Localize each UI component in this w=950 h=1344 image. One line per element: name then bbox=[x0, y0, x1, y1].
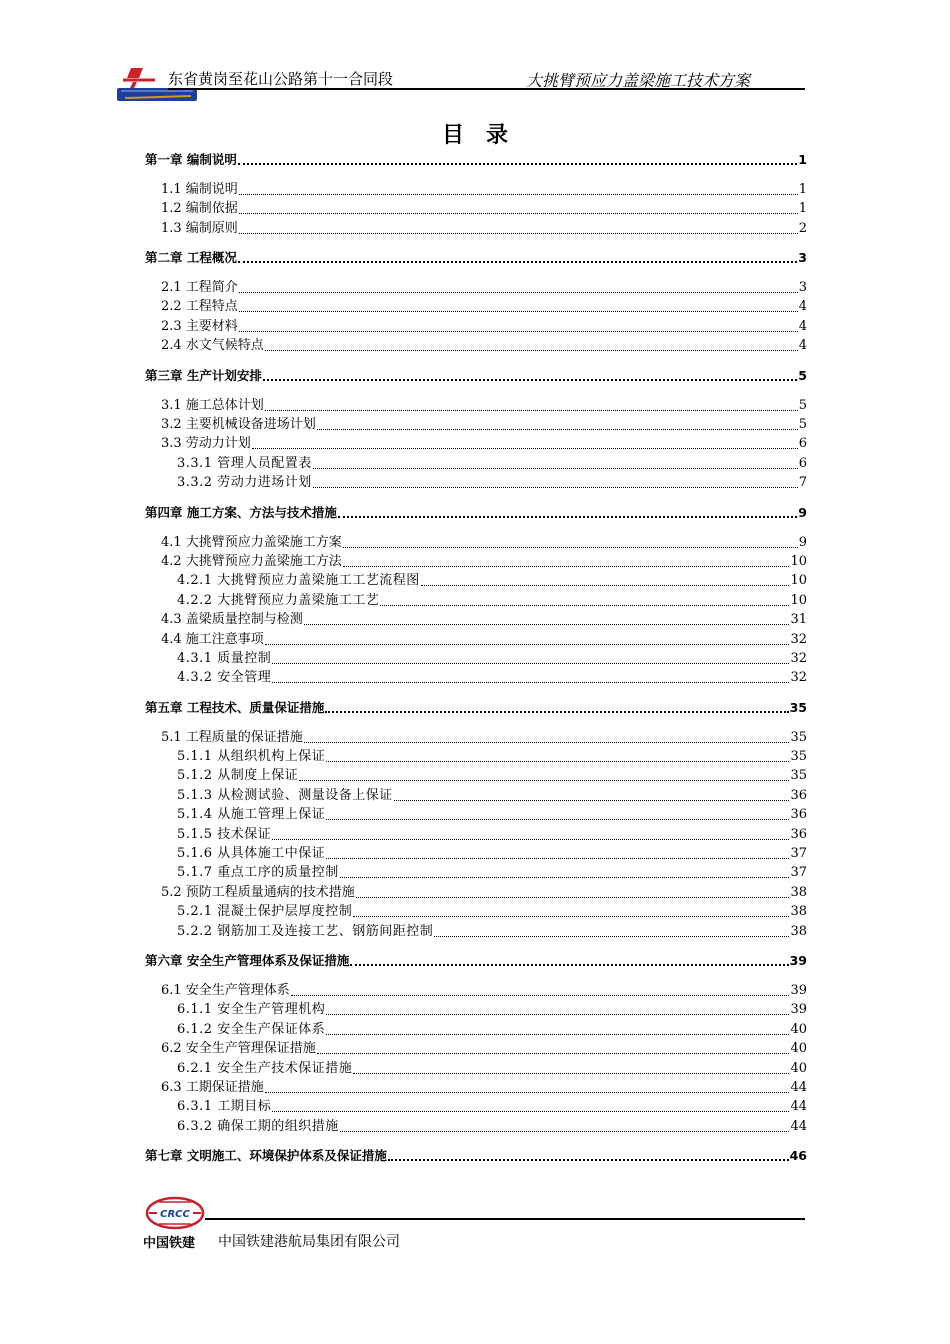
toc-leader-dots bbox=[353, 1060, 789, 1074]
toc-chapter-entry[interactable] bbox=[145, 1146, 807, 1165]
toc-section-entry[interactable] bbox=[145, 863, 807, 882]
toc-entry-page: 3 bbox=[798, 280, 807, 296]
toc-entry-page: 35 bbox=[789, 699, 807, 715]
toc-section-entry[interactable] bbox=[145, 590, 807, 609]
toc-section-entry[interactable] bbox=[145, 747, 807, 766]
toc-leader-dots bbox=[272, 826, 789, 840]
toc-entry-label: 5.1.2 从制度上保证 bbox=[177, 768, 299, 784]
toc-section-entry[interactable] bbox=[145, 844, 807, 863]
toc-entry-label: 4.3.2 安全管理 bbox=[177, 670, 272, 686]
toc-entry-label: 1.1 编制说明 bbox=[161, 181, 238, 197]
toc-leader-dots bbox=[317, 416, 798, 430]
toc-leader-dots bbox=[388, 1146, 789, 1161]
toc-section-entry[interactable] bbox=[145, 571, 807, 590]
toc-entry-label: 5.1.7 重点工序的质量控制 bbox=[177, 865, 339, 881]
toc-leader-dots bbox=[239, 200, 798, 214]
toc-entry-label: 6.3.1 工期目标 bbox=[177, 1099, 272, 1115]
toc-entry-label: 6.3.2 确保工期的组织措施 bbox=[177, 1118, 339, 1134]
toc-leader-dots bbox=[265, 397, 798, 411]
toc-entry-page: 36 bbox=[790, 787, 807, 803]
toc-entry-label: 4.2.2 大挑臂预应力盖梁施工工艺 bbox=[177, 592, 380, 608]
toc-entry-page: 10 bbox=[790, 592, 807, 608]
page-title: 目录 bbox=[441, 123, 530, 148]
toc-leader-dots bbox=[317, 1040, 790, 1054]
toc-chapter-entry[interactable] bbox=[145, 366, 807, 385]
toc-entry-label: 5.1.6 从具体施工中保证 bbox=[177, 846, 326, 862]
toc-entry-label: 5.1.1 从组织机构上保证 bbox=[177, 749, 326, 765]
toc-section-entry[interactable] bbox=[145, 473, 807, 492]
toc-section-entry[interactable] bbox=[145, 766, 807, 785]
table-of-contents bbox=[145, 150, 807, 1176]
toc-section-entry[interactable] bbox=[145, 824, 807, 843]
toc-leader-dots bbox=[353, 903, 789, 917]
toc-entry-page: 32 bbox=[790, 631, 807, 647]
toc-leader-dots bbox=[326, 806, 789, 820]
toc-leader-dots bbox=[272, 669, 789, 683]
toc-leader-dots bbox=[338, 503, 797, 518]
toc-entry-page: 39 bbox=[790, 983, 807, 998]
toc-entry-label: 5.2.1 混凝土保护层厚度控制 bbox=[177, 904, 353, 920]
toc-leader-dots bbox=[239, 318, 798, 332]
toc-leader-dots bbox=[326, 748, 789, 762]
toc-entry-label: 4.2.1 大挑臂预应力盖梁施工工艺流程图 bbox=[177, 573, 420, 589]
toc-entry-label: 3.3.2 劳动力进场计划 bbox=[177, 475, 312, 491]
toc-section-entry[interactable] bbox=[145, 629, 807, 648]
toc-entry-label: 4.2 大挑臂预应力盖梁施工方法 bbox=[161, 553, 342, 569]
toc-entry-page: 36 bbox=[790, 807, 807, 823]
toc-entry-page: 5 bbox=[798, 417, 807, 433]
toc-section-entry[interactable] bbox=[145, 278, 807, 297]
toc-leader-dots bbox=[265, 1079, 790, 1093]
footer-brand: 中国铁建 bbox=[143, 1236, 196, 1251]
toc-entry-label: 2.3 主要材料 bbox=[161, 318, 238, 334]
toc-section-entry[interactable] bbox=[145, 297, 807, 316]
toc-section-entry[interactable] bbox=[145, 649, 807, 668]
toc-entry-label: 第六章 安全生产管理体系及保证措施 bbox=[145, 953, 350, 969]
toc-leader-dots bbox=[340, 1118, 790, 1132]
toc-section-entry[interactable] bbox=[145, 316, 807, 335]
toc-section-entry[interactable] bbox=[145, 199, 807, 218]
toc-entry-label: 3.1 施工总体计划 bbox=[161, 397, 264, 413]
toc-entry-page: 37 bbox=[790, 846, 807, 862]
toc-section-entry[interactable] bbox=[145, 610, 807, 629]
svg-text:CRCC: CRCC bbox=[160, 1209, 190, 1220]
toc-chapter-entry[interactable] bbox=[145, 698, 807, 717]
toc-entry-page: 4 bbox=[798, 318, 807, 334]
toc-leader-dots bbox=[325, 698, 788, 713]
toc-entry-page: 6 bbox=[798, 455, 807, 471]
header-project-name: 东省黄岗至花山公路第十一合同段 bbox=[168, 70, 394, 88]
toc-leader-dots bbox=[252, 435, 798, 449]
toc-leader-dots bbox=[299, 767, 789, 781]
toc-entry-label: 4.4 施工注意事项 bbox=[161, 631, 264, 647]
toc-entry-page: 10 bbox=[790, 573, 807, 589]
toc-entry-label: 第五章 工程技术、质量保证措施 bbox=[145, 699, 325, 715]
toc-entry-page: 10 bbox=[790, 553, 807, 569]
toc-entry-page: 35 bbox=[790, 749, 807, 765]
toc-entry-page: 5 bbox=[798, 397, 807, 413]
toc-section-entry[interactable] bbox=[145, 1116, 807, 1135]
toc-entry-page: 40 bbox=[790, 1060, 807, 1076]
toc-entry-page: 38 bbox=[790, 923, 807, 939]
toc-section-entry[interactable] bbox=[145, 395, 807, 414]
toc-section-entry[interactable] bbox=[145, 981, 807, 1000]
toc-section-entry[interactable] bbox=[145, 785, 807, 804]
toc-chapter-entry[interactable] bbox=[145, 248, 807, 267]
toc-entry-page: 6 bbox=[798, 436, 807, 452]
toc-leader-dots bbox=[343, 553, 790, 567]
toc-chapter-entry[interactable] bbox=[145, 951, 807, 970]
toc-entry-label: 6.1.1 安全生产管理机构 bbox=[177, 1002, 326, 1018]
toc-leader-dots bbox=[291, 982, 790, 996]
toc-section-entry[interactable] bbox=[145, 1039, 807, 1058]
toc-entry-page: 4 bbox=[798, 338, 807, 354]
toc-leader-dots bbox=[239, 298, 798, 312]
toc-leader-dots bbox=[313, 455, 798, 469]
toc-entry-page: 1 bbox=[798, 181, 807, 197]
toc-leader-dots bbox=[272, 1098, 789, 1112]
toc-leader-dots bbox=[326, 1001, 789, 1015]
toc-entry-label: 第二章 工程概况 bbox=[145, 250, 237, 266]
toc-section-entry[interactable] bbox=[145, 434, 807, 453]
toc-entry-page: 2 bbox=[798, 220, 807, 236]
toc-entry-page: 4 bbox=[798, 299, 807, 315]
toc-leader-dots bbox=[265, 631, 790, 645]
toc-entry-label: 第七章 文明施工、环境保护体系及保证措施 bbox=[145, 1148, 387, 1164]
toc-leader-dots bbox=[326, 845, 789, 859]
toc-entry-page: 39 bbox=[790, 1002, 807, 1018]
footer-company-name: 中国铁建港航局集团有限公司 bbox=[218, 1234, 400, 1250]
toc-section-entry[interactable] bbox=[145, 668, 807, 687]
toc-leader-dots bbox=[343, 534, 798, 548]
toc-leader-dots bbox=[356, 884, 790, 898]
toc-entry-label: 第三章 生产计划安排 bbox=[145, 367, 262, 383]
toc-entry-label: 4.1 大挑臂预应力盖梁施工方案 bbox=[161, 534, 342, 550]
toc-entry-page: 44 bbox=[790, 1079, 807, 1095]
toc-entry-label: 3.3 劳动力计划 bbox=[161, 436, 251, 452]
toc-entry-page: 31 bbox=[790, 612, 807, 628]
toc-entry-label: 6.1.2 安全生产保证体系 bbox=[177, 1021, 326, 1037]
toc-leader-dots bbox=[238, 248, 797, 263]
toc-entry-page: 40 bbox=[790, 1021, 807, 1037]
toc-entry-label: 2.2 工程特点 bbox=[161, 299, 238, 315]
toc-section-entry[interactable] bbox=[145, 532, 807, 551]
toc-section-entry[interactable] bbox=[145, 218, 807, 237]
toc-entry-page: 39 bbox=[789, 953, 807, 969]
toc-entry-page: 1 bbox=[798, 201, 807, 217]
toc-chapter-entry[interactable] bbox=[145, 503, 807, 522]
crcc-logo-icon bbox=[145, 1196, 205, 1230]
toc-leader-dots bbox=[239, 279, 798, 293]
toc-entry-label: 2.1 工程简介 bbox=[161, 280, 238, 296]
toc-leader-dots bbox=[421, 572, 790, 586]
toc-entry-page: 46 bbox=[789, 1148, 807, 1164]
toc-section-entry[interactable] bbox=[145, 1078, 807, 1097]
toc-section-entry[interactable] bbox=[145, 1000, 807, 1019]
toc-section-entry[interactable] bbox=[145, 805, 807, 824]
toc-entry-label: 5.2.2 钢筋加工及连接工艺、钢筋间距控制 bbox=[177, 923, 434, 939]
toc-entry-page: 9 bbox=[798, 504, 807, 520]
toc-section-entry[interactable] bbox=[145, 902, 807, 921]
toc-leader-dots bbox=[239, 181, 798, 195]
toc-entry-label: 5.1.5 技术保证 bbox=[177, 826, 272, 842]
toc-entry-label: 6.2.1 安全生产技术保证措施 bbox=[177, 1060, 353, 1076]
toc-entry-page: 5 bbox=[798, 367, 807, 383]
footer-divider bbox=[205, 1218, 805, 1220]
page-header bbox=[113, 62, 805, 102]
toc-entry-page: 35 bbox=[790, 729, 807, 745]
toc-chapter-entry[interactable] bbox=[145, 150, 807, 169]
toc-leader-dots bbox=[265, 337, 798, 351]
toc-entry-page: 32 bbox=[790, 650, 807, 666]
toc-section-entry[interactable] bbox=[145, 453, 807, 472]
toc-entry-label: 3.3.1 管理人员配置表 bbox=[177, 455, 312, 471]
toc-leader-dots bbox=[272, 650, 789, 664]
toc-leader-dots bbox=[380, 592, 789, 606]
toc-leader-dots bbox=[304, 611, 790, 625]
toc-entry-page: 1 bbox=[798, 152, 807, 167]
toc-entry-page: 3 bbox=[798, 250, 807, 266]
toc-leader-dots bbox=[304, 729, 790, 743]
toc-entry-label: 6.1 安全生产管理体系 bbox=[161, 983, 290, 998]
toc-entry-label: 5.1.4 从施工管理上保证 bbox=[177, 807, 326, 823]
header-document-title: 大挑臂预应力盖梁施工技术方案 bbox=[525, 71, 750, 90]
toc-entry-label: 第四章 施工方案、方法与技术措施 bbox=[145, 504, 337, 520]
toc-entry-label: 3.2 主要机械设备进场计划 bbox=[161, 417, 316, 433]
toc-entry-label: 5.1 工程质量的保证措施 bbox=[161, 729, 303, 745]
toc-entry-page: 38 bbox=[790, 904, 807, 920]
toc-entry-label: 1.2 编制依据 bbox=[161, 201, 238, 217]
toc-entry-page: 7 bbox=[798, 475, 807, 491]
header-divider bbox=[168, 88, 805, 90]
toc-entry-label: 2.4 水文气候特点 bbox=[161, 338, 264, 354]
toc-entry-label: 4.3.1 质量控制 bbox=[177, 650, 272, 666]
toc-entry-label: 5.2 预防工程质量通病的技术措施 bbox=[161, 884, 355, 900]
toc-section-entry[interactable] bbox=[145, 882, 807, 901]
toc-leader-dots bbox=[313, 474, 798, 488]
toc-leader-dots bbox=[263, 366, 797, 381]
toc-leader-dots bbox=[326, 1021, 789, 1035]
toc-entry-label: 1.3 编制原则 bbox=[161, 220, 238, 236]
toc-entry-page: 38 bbox=[790, 884, 807, 900]
toc-section-entry[interactable] bbox=[145, 727, 807, 746]
toc-section-entry[interactable] bbox=[145, 921, 807, 940]
toc-entry-label: 6.2 安全生产管理保证措施 bbox=[161, 1041, 316, 1057]
toc-entry-page: 32 bbox=[790, 670, 807, 686]
toc-entry-label: 4.3 盖梁质量控制与检测 bbox=[161, 612, 303, 628]
toc-leader-dots bbox=[239, 220, 798, 234]
toc-section-entry[interactable] bbox=[145, 336, 807, 355]
toc-leader-dots bbox=[434, 923, 789, 937]
toc-entry-page: 35 bbox=[790, 768, 807, 784]
toc-section-entry[interactable] bbox=[145, 1097, 807, 1116]
toc-entry-page: 40 bbox=[790, 1041, 807, 1057]
toc-section-entry[interactable] bbox=[145, 552, 807, 571]
toc-section-entry[interactable] bbox=[145, 1019, 807, 1038]
toc-leader-dots bbox=[350, 951, 788, 966]
toc-entry-page: 44 bbox=[790, 1099, 807, 1115]
toc-leader-dots bbox=[340, 864, 790, 878]
toc-entry-label: 6.3 工期保证措施 bbox=[161, 1079, 264, 1095]
toc-entry-label: 第一章 编制说明 bbox=[145, 152, 237, 167]
toc-entry-page: 37 bbox=[790, 865, 807, 881]
toc-entry-page: 9 bbox=[798, 534, 807, 550]
toc-leader-dots bbox=[238, 150, 797, 165]
toc-entry-page: 36 bbox=[790, 826, 807, 842]
toc-entry-label: 5.1.3 从检测试验、测量设备上保证 bbox=[177, 787, 393, 803]
toc-leader-dots bbox=[394, 787, 790, 801]
toc-section-entry[interactable] bbox=[145, 1058, 807, 1077]
toc-section-entry[interactable] bbox=[145, 415, 807, 434]
toc-entry-page: 44 bbox=[790, 1118, 807, 1134]
toc-section-entry[interactable] bbox=[145, 180, 807, 199]
